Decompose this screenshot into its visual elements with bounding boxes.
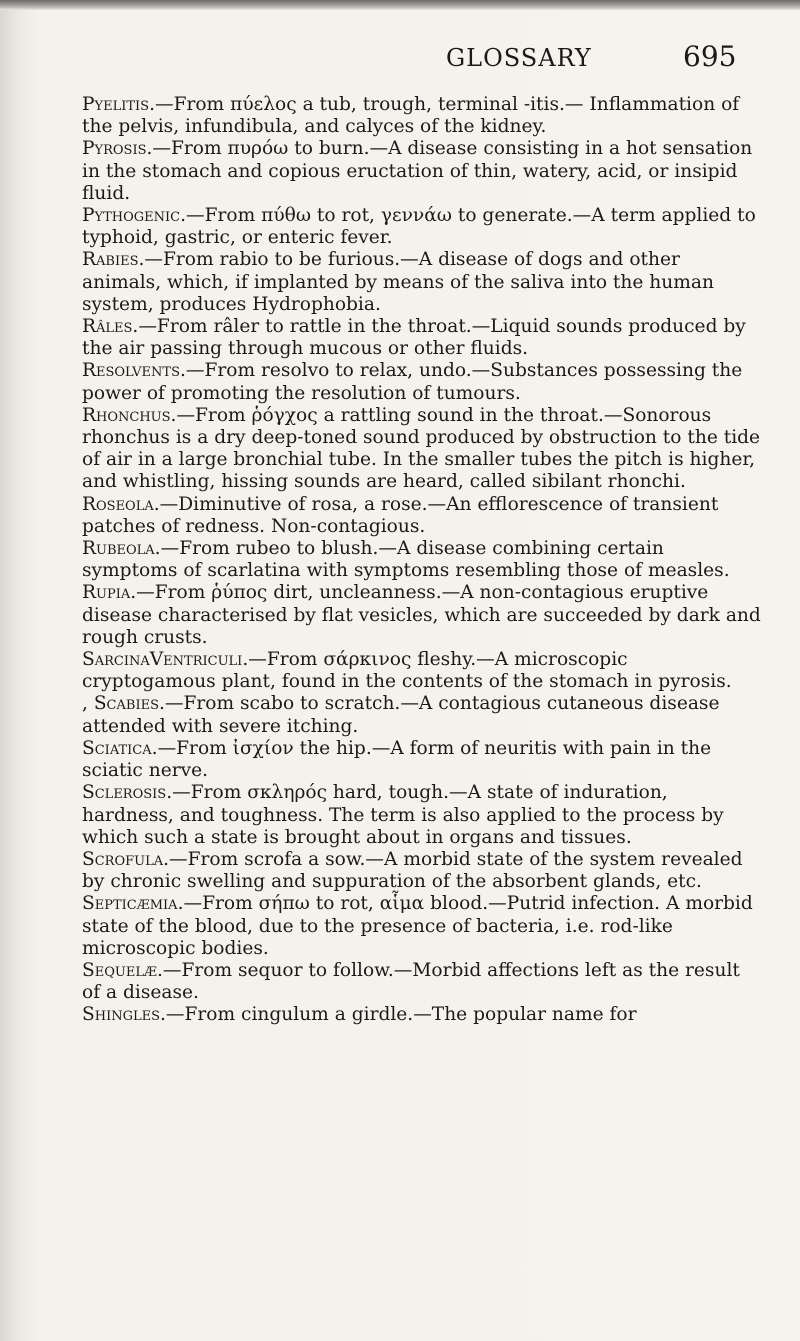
entry-definition: —From σάρκινος fleshy.—A microscopic cryptogamous plant, found in the contents of the stomach in pyrosis. (82, 649, 732, 693)
entry-term: Pyrosis. (82, 138, 153, 160)
glossary-entry (82, 138, 762, 205)
glossary-entry (82, 693, 762, 737)
entry-definition: —From resolvo to relax, undo.—Substances possessing the power of promoting the resolution of tumours. (82, 360, 743, 404)
entry-definition: —From rabio to be furious.—A disease of dogs and other animals, which, if implanted by means of the saliva into the human system, produces Hydrophobia. (82, 249, 714, 315)
glossary-entry (82, 205, 762, 249)
page-edge (0, 0, 800, 10)
entry-term: Septicæmia. (82, 893, 184, 915)
glossary-entry (82, 649, 762, 693)
page-number: 695 (683, 40, 737, 73)
entry-definition: —From cingulum a girdle.—The popular name for (165, 1004, 637, 1026)
entry-definition: —From σήπω to rot, αἷμα blood.—Putrid infection. A morbid state of the blood, due to the presence of bacteria, i.e. rod-like microscopic bodies. (82, 893, 753, 959)
entry-term: , Scabies. (82, 693, 165, 715)
glossary-entry (82, 849, 762, 893)
entry-definition: —From σκληρός hard, tough.—A state of induration, hardness, and toughness. The term is also applied to the process by which such a state is brought about in organs and tissues. (82, 782, 724, 848)
entry-term: Shingles. (82, 1004, 166, 1026)
glossary-entry (82, 316, 762, 360)
entry-term: Scrofula. (82, 848, 170, 870)
entry-term: Roseola. (82, 493, 160, 515)
entry-definition: —From scabo to scratch.—A contagious cutaneous disease attended with severe itching. (82, 693, 720, 737)
entry-term: Pythogenic. (82, 205, 187, 227)
entry-definition: —From πυρόω to burn.—A disease consisting in a hot sensation in the stomach and copious eructation of thin, watery, acid, or insipid fluid. (82, 138, 753, 204)
entry-term: SarcinaVentriculi. (82, 649, 249, 671)
entry-definition: —Diminutive of rosa, a rose.—An efflorescence of transient patches of redness. Non-contagious. (82, 493, 719, 537)
glossary-entry (82, 582, 762, 649)
entry-definition: —From ἰσχίον the hip.—A form of neuritis with pain in the sciatic nerve. (82, 737, 712, 782)
entry-term: Rhonchus. (82, 404, 177, 426)
entry-definition: —From scrofa a sow.—A morbid state of the system revealed by chronic swelling and suppuration of the absorbent glands, etc. (82, 848, 743, 893)
glossary-entry (82, 405, 762, 494)
entry-definition: —From sequor to follow.—Morbid affections left as the result of a disease. (82, 959, 740, 1004)
entry-term: Pyelitis. (82, 94, 155, 115)
glossary-entry (82, 738, 762, 782)
glossary-entry (82, 960, 762, 1004)
page-header (0, 40, 800, 80)
entry-definition: —From πύελος a tub, trough, terminal -itis.— Inflammation of the pelvis, infundibula, and calyces of the kidney. (82, 94, 740, 138)
entry-term: Resolvents. (82, 360, 186, 382)
entry-definition: —From râler to rattle in the throat.—Liquid sounds produced by the air passing through mucous or other fluids. (82, 316, 746, 360)
glossary-entry (82, 494, 762, 538)
entry-term: Râles. (82, 316, 139, 338)
entry-term: Sclerosis. (82, 782, 173, 804)
entry-definition: —From ῥόγχος a rattling sound in the throat.—Sonorous rhonchus is a dry deep-toned sound produced by obstruction to the tide of air in a large bronchial tube. In the smaller tubes the pitch is higher, and whistling, hissing sounds are heard, called sibilant rhonchi. (82, 404, 761, 493)
entry-definition: —From rubeo to blush.—A disease combining certain symptoms of scarlatina with symptoms resembling those of measles. (82, 538, 730, 582)
glossary-entry (82, 249, 762, 316)
entry-term: Rubeola. (82, 538, 161, 560)
entry-definition: —From πύθω to rot, γεννάω to generate.—A term applied to typhoid, gastric, or enteric fever. (82, 205, 756, 249)
entry-term: Rupia. (82, 582, 137, 604)
running-title: GLOSSARY (446, 44, 592, 72)
glossary-entry (82, 94, 762, 138)
glossary-entry (82, 893, 762, 960)
entry-term: Rabies. (82, 249, 145, 271)
glossary-entry (82, 1004, 762, 1026)
glossary-entry (82, 360, 762, 404)
glossary-entry (82, 782, 762, 849)
entry-term: Sequelæ. (82, 959, 163, 981)
entry-term: Sciatica. (82, 737, 158, 759)
glossary-entry (82, 538, 762, 582)
entry-definition: —From ῥύπος dirt, uncleanness.—A non-contagious eruptive disease characterised by flat vesicles, which are succeeded by dark and rough crusts. (82, 582, 761, 648)
glossary-body (82, 94, 762, 1027)
